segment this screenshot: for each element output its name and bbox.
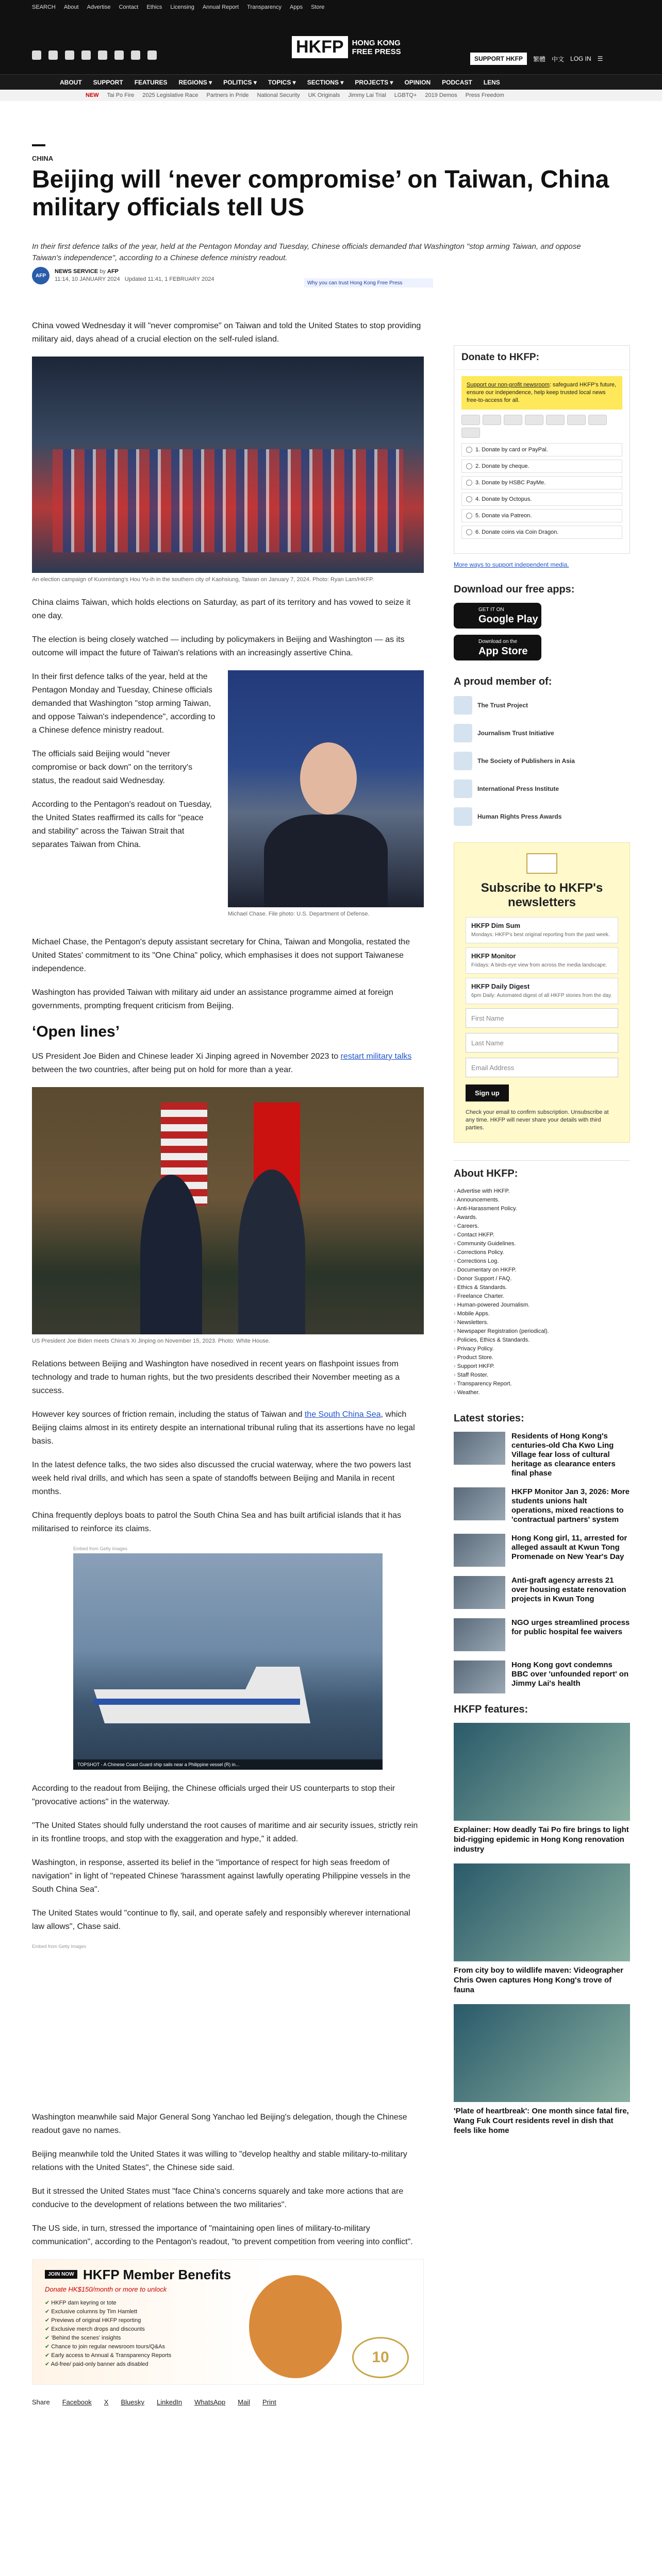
member-logo[interactable]: Human Rights Press Awards [454,806,630,827]
share-label: Share [32,2398,50,2406]
paragraph: US President Joe Biden and Chinese leader Xi Jinping agreed in November 2023 to restart military talks between the two countries, after being put on hold for more than a year. [32,1052,412,1074]
about-link[interactable]: › Privacy Policy. [454,1345,630,1353]
about-link[interactable]: › Support HKFP. [454,1362,630,1371]
getty-credit[interactable]: Embed from Getty Images [73,1546,128,1551]
member-logo[interactable]: The Society of Publishers in Asia [454,751,630,771]
about-link[interactable]: › Newspaper Registration (periodical). [454,1327,630,1336]
latest-heading: Latest stories: [454,1413,524,1424]
lang-chinese-link[interactable]: 中文 [552,55,565,63]
jti-icon [454,724,472,742]
visa-icon [461,415,480,425]
trending-bar [0,90,662,101]
embed-placeholder [32,1951,424,2111]
nav-support[interactable]: SUPPORT [93,78,123,86]
image-caption: An election campaign of Kuomintang's Hou Yu-ih in the southern city of Kaohsiung, Taiwan on January 7, 2024. Photo: Ryan Lam/HKFP. [32,577,374,583]
site-logo[interactable] [292,36,401,58]
logo-line2: FREE PRESS [352,47,401,56]
payment-card-icons [461,415,622,438]
trending-link[interactable]: 2019 Demos [425,92,457,98]
donate-option[interactable]: 3. Donate by HSBC PayMe. [461,476,622,489]
advertise-link[interactable]: Advertise [87,4,111,10]
about-link[interactable]: › Careers. [454,1222,630,1231]
login-link[interactable]: LOG IN [570,55,591,62]
story-thumbnail[interactable] [454,1487,505,1520]
newsletter-option[interactable]: HKFP Dim Sum Mondays: HKFP's best original reporting from the past week. [466,917,618,943]
site-header [0,14,662,74]
nav-podcast[interactable]: PODCAST [442,78,472,86]
image-caption: Michael Chase. File photo: U.S. Department of Defense. [228,911,370,917]
south-china-sea-link[interactable]: the South China Sea [304,1410,381,1419]
article-headline: Beijing will ‘never compromise’ on Taiwan, China military officials tell US [32,166,609,221]
restart-talks-link[interactable]: restart military talks [340,1052,412,1061]
category-rule [32,144,45,146]
share-facebook[interactable]: Facebook [62,2398,92,2406]
about-link[interactable]: › Documentary on HKFP. [454,1266,630,1275]
article-body [32,319,424,2406]
menu-icon[interactable]: ☰ [597,55,603,62]
latest-story[interactable] [454,1534,630,1567]
benefit-item: ✔ Chance to join regular newsroom tours/Q&As [45,2343,171,2351]
sidebar [454,345,630,2145]
social-icons [32,50,157,60]
share-bar [32,2398,424,2406]
feature-title[interactable]: From city boy to wildlife maven: Videographer Chris Owen captures Hong Kong's trove of fauna [454,1966,623,1994]
about-link[interactable]: › Product Store. [454,1353,630,1362]
latest-story[interactable] [454,1432,630,1478]
hrpa-icon [454,807,472,826]
paragraph: The election is being closely watched — including by policymakers in Beijing and Washington — as its outcome will impact the future of Taiwan's relations with an increasingly assertive China. [32,635,405,657]
donate-title: Donate to HKFP: [454,346,630,370]
paragraph: However key sources of friction remain, including the status of Taiwan and the South China Sea, which Beijing claims almost in its entirety despite an international tribunal ruling that its assertions have no legal basis. [32,1410,415,1446]
about-link[interactable]: › Advertise with HKFP. [454,1187,630,1196]
signup-button[interactable]: Sign up [466,1084,509,1101]
benefit-item: ✔ Early access to Annual & Transparency Reports [45,2351,171,2360]
donate-option[interactable]: 6. Donate coins via Coin Dragon. [461,526,622,539]
nav-features[interactable]: FEATURES [134,78,168,86]
trending-link[interactable]: 2025 Legislative Race [142,92,198,98]
trending-link[interactable]: Jimmy Lai Trial [348,92,386,98]
about-link[interactable]: › Mobile Apps. [454,1310,630,1318]
x-icon[interactable] [48,50,58,60]
google-play-badge[interactable]: GET IT ON Google Play [454,603,541,629]
donate-option[interactable]: 1. Donate by card or PayPal. [461,443,622,456]
share-linkedin[interactable]: LinkedIn [157,2398,183,2406]
features-widget [454,1704,630,2136]
newsletter-note: Check your email to confirm subscription. Unsubscribe at any time. HKFP will never share your details with third parties. [466,1109,609,1131]
about-link[interactable]: › Announcements. [454,1196,630,1205]
about-widget [454,1160,630,1397]
benefit-item: ✔ Exclusive merch drops and discounts [45,2325,171,2334]
newsletter-option[interactable]: HKFP Monitor Fridays: A birds-eye view from across the media landscape. [466,947,618,974]
about-link[interactable]: › Anti-Harassment Policy. [454,1205,630,1213]
ethics-link[interactable]: Ethics [146,4,162,10]
about-link[interactable]: › Contact HKFP. [454,1231,630,1240]
paragraph: Michael Chase, the Pentagon's deputy assistant secretary for China, Taiwan and Mongolia, restated the United States' commitment to its "One China" policy, which emphasises it does not support Taiwanese independence. [32,938,410,973]
paragraph: Beijing meanwhile told the United States it was willing to "develop healthy and stable military-to-military relations with the United States", the Chinese side said. [32,2150,407,2172]
linkedin-icon[interactable] [81,50,91,60]
annual-report-link[interactable]: Annual Report [202,4,239,10]
paragraph: According to the Pentagon's readout on Tuesday, the United States reaffirmed its calls for "peace and stability" across the Taiwan Strait that separates Taiwan from China. [32,800,212,849]
biden-xi-photo [32,1087,424,1334]
apps-link[interactable]: Apps [290,4,303,10]
bluesky-icon[interactable] [131,50,140,60]
discover-icon [588,415,607,425]
benefit-item: ✔ Previews of original HKFP reporting [45,2316,171,2325]
latest-story[interactable] [454,1618,630,1651]
paypal-icon [546,415,565,425]
paragraph: Relations between Beijing and Washington have nosedived in recent years on flashpoint issues from technology and trade to human rights, but the two presidents described their November meeting as a success. [32,1360,400,1395]
about-link[interactable]: › Awards. [454,1213,630,1222]
trust-project-icon [454,696,472,715]
paragraph: Washington, in response, asserted its belief in the "importance of respect for high seas freedom of navigation" in light of "repeated Chinese 'harassment against lawfully operating Philippine vessels in the South China Sea". [32,1858,410,1894]
trust-promo[interactable]: Why you can trust Hong Kong Free Press [304,278,433,287]
byline-source: NEWS SERVICE [55,268,98,275]
logo-mark: HKFP [292,36,348,58]
feature-title[interactable]: 'Plate of heartbreak': One month since fatal fire, Wang Fuk Court residents revel in dish that feels like home [454,2107,629,2135]
article-category[interactable]: CHINA [32,155,54,162]
paragraph: But it stressed the United States must "face China's concerns squarely and take more actions that are conducive to the development of relations between the two militaries". [32,2187,404,2209]
michael-chase-photo [228,670,424,907]
unionpay-icon [525,415,543,425]
byline: AFP NEWS SERVICE by AFP 11:14, 10 JANUARY 2024 Updated 11:41, 1 FEBRUARY 2024 [32,267,214,284]
about-link[interactable]: › Policies, Ethics & Standards. [454,1336,630,1345]
share-mail[interactable]: Mail [238,2398,250,2406]
publish-date: 11:14, 10 JANUARY 2024 [55,276,120,282]
newsletter-option[interactable]: HKFP Daily Digest 6pm Daily: Automated digest of all HKFP stories from the day. [466,978,618,1004]
feature-card[interactable] [454,2004,630,2136]
instagram-icon[interactable] [65,50,74,60]
about-link[interactable]: › Freelance Charter. [454,1292,630,1301]
mascot-illustration [249,2275,342,2378]
anniversary-badge: 10 [352,2337,409,2378]
about-link[interactable]: › Newsletters. [454,1318,630,1327]
latest-story[interactable] [454,1660,630,1693]
donate-option[interactable]: 5. Donate via Patreon. [461,509,622,522]
benefit-list [45,2299,171,2369]
share-print[interactable]: Print [262,2398,276,2406]
embed-caption: TOPSHOT - A Chinese Coast Guard ship sails near a Philippine vessel (R) in... [73,1759,383,1770]
trending-link[interactable]: UK Originals [308,92,340,98]
feature-thumbnail[interactable] [454,1723,630,1821]
benefit-item: ✔ Exclusive columns by Tim Hamlett [45,2308,171,2316]
latest-story[interactable] [454,1487,630,1524]
story-title[interactable]: Hong Kong girl, 11, arrested for alleged assault at Kwun Tong Promenade on New Year's Day [511,1534,627,1561]
paragraph: The officials said Beijing would "never compromise or back down" on the territory's status, the readout said Wednesday. [32,750,193,785]
jcb-icon [567,415,586,425]
trending-link[interactable]: Partners in Pride [206,92,249,98]
about-link[interactable]: › Human-powered Journalism. [454,1301,630,1310]
feature-card[interactable] [454,1723,630,1854]
story-title[interactable]: NGO urges streamlined process for public hospital fee waivers [511,1618,630,1636]
benefit-item: ✔ HKFP dam keyring or tote [45,2299,171,2308]
donate-option[interactable]: 2. Donate by cheque. [461,460,622,473]
story-thumbnail[interactable] [454,1618,505,1651]
more-ways-link[interactable]: More ways to support independent media. [454,561,569,568]
about-link[interactable]: › Corrections Policy. [454,1248,630,1257]
story-thumbnail[interactable] [454,1576,505,1609]
member-logo[interactable]: Journalism Trust Initiative [454,723,630,743]
newsletter-title: Subscribe to HKFP's newsletters [481,881,603,909]
last-name-field[interactable]: Last Name [466,1033,618,1053]
feature-title[interactable]: Explainer: How deadly Tai Po fire brings to light bid-rigging epidemic in Hong Kong renovation industry [454,1825,629,1854]
youtube-icon[interactable] [98,50,107,60]
benefit-item: ✔ Ad-free/ paid-only banner ads disabled [45,2360,171,2369]
contact-link[interactable]: Contact [119,4,139,10]
paragraph: The US side, in turn, stressed the importance of "maintaining open lines of military-to-military communication", according to the Pentagon's readout, "to prevent competition from veering into conflict". [32,2224,413,2246]
story-title[interactable]: Residents of Hong Kong's centuries-old Cha Kwo Ling Village fear loss of cultural heritage as clearance enters final phase [511,1432,616,1478]
story-title[interactable]: Anti-graft agency arrests 21 over housing estate renovation projects in Kwun Tong [511,1576,626,1603]
nav-topics[interactable]: TOPICS ▾ [268,78,296,86]
coast-guard-photo[interactable] [73,1553,383,1770]
paragraph: Washington has provided Taiwan with military aid under an assistance programme aimed at foreign governments, prompting frequent criticism from Beijing. [32,988,393,1010]
trending-link[interactable]: Press Freedom [465,92,504,98]
latest-stories [454,1413,630,1693]
about-link[interactable]: › Corrections Log. [454,1257,630,1266]
share-x[interactable]: X [104,2398,109,2406]
apps-heading: Download our free apps: [454,584,575,595]
main-nav [0,74,662,90]
paragraph: According to the readout from Beijing, the Chinese officials urged their US counterparts to stop their "provocative actions" in the waterway. [32,1784,395,1806]
nav-lens[interactable]: LENS [483,78,500,86]
paragraph: China vowed Wednesday it will "never compromise" on Taiwan and told the United States to stop providing military aid, days ahead of a crucial election on the self-ruled island. [32,321,421,344]
facebook-icon[interactable] [32,50,41,60]
rss-icon[interactable] [147,50,157,60]
applepay-icon [461,428,480,438]
amex-icon [504,415,522,425]
trending-link[interactable]: LGBTQ+ [394,92,417,98]
threads-icon[interactable] [114,50,124,60]
getty-credit[interactable]: Embed from Getty Images [32,1944,87,1949]
latest-story[interactable] [454,1576,630,1609]
about-link[interactable]: › Staff Roster. [454,1371,630,1380]
features-heading: HKFP features: [454,1704,528,1715]
share-whatsapp[interactable]: WhatsApp [194,2398,226,2406]
search-link[interactable]: SEARCH [32,4,56,10]
about-link[interactable]: › Community Guidelines. [454,1240,630,1248]
paragraph: China claims Taiwan, which holds elections on Saturday, as part of its territory and has vowed to seize it one day. [32,598,410,620]
join-now-button[interactable]: JOIN NOW [45,2270,77,2279]
image-caption: US President Joe Biden meets China's Xi Jinping on November 15, 2023. Photo: White House. [32,1338,270,1344]
updated-date: Updated 11:41, 1 FEBRUARY 2024 [124,276,214,282]
nav-projects[interactable]: PROJECTS ▾ [355,78,393,86]
paragraph: "The United States should fully understand the root causes of maritime and air security issues, strictly rein in its frontline troops, and stop with the exaggeration and hype," it added. [32,1821,418,1843]
envelope-icon [526,853,557,874]
about-link[interactable]: › Donor Support / FAQ. [454,1275,630,1283]
story-thumbnail[interactable] [454,1660,505,1693]
new-label: NEW [86,92,99,98]
logo-line1: HONG KONG [352,38,401,47]
nav-sections[interactable]: SECTIONS ▾ [307,78,344,86]
email-field[interactable]: Email Address [466,1058,618,1077]
app-store-badge[interactable]: Download on the App Store [454,635,541,660]
banner-title: HKFP Member Benefits [83,2267,231,2282]
member-logo[interactable]: International Press Institute [454,778,630,799]
top-utility-bar [0,0,662,14]
transparency-link[interactable]: Transparency [247,4,282,10]
byline-agency[interactable]: AFP [107,268,119,275]
about-link[interactable]: › Ethics & Standards. [454,1283,630,1292]
banner-subtitle: Donate HK$150/month or more to unlock [45,2285,167,2293]
mastercard-icon [483,415,501,425]
story-title[interactable]: HKFP Monitor Jan 3, 2026: More students unions halt operations, mixed reactions to 'contractual partners' system [511,1487,630,1524]
paragraph: Washington meanwhile said Major General Song Yanchao led Beijing's delegation, though the Chinese readout gave no names. [32,2113,407,2135]
nav-about[interactable]: ABOUT [60,78,82,86]
support-hkfp-button[interactable]: SUPPORT HKFP [470,53,527,65]
member-logo[interactable]: The Trust Project [454,695,630,716]
story-thumbnail[interactable] [454,1432,505,1465]
feature-card[interactable] [454,1863,630,1995]
about-heading: About HKFP: [454,1168,518,1179]
benefit-item: ✔ 'Behind the scenes' insights [45,2334,171,2343]
nav-regions[interactable]: REGIONS ▾ [178,78,212,86]
nav-politics[interactable]: POLITICS ▾ [223,78,257,86]
trending-link[interactable]: National Security [257,92,300,98]
first-name-field[interactable]: First Name [466,1008,618,1028]
share-bluesky[interactable]: Bluesky [121,2398,144,2406]
nav-opinion[interactable]: OPINION [404,78,431,86]
store-link[interactable]: Store [311,4,325,10]
paragraph: The United States would "continue to fly, sail, and operate safely and responsibly wherever international law allows", Chase said. [32,1909,410,1931]
paragraph: China frequently deploys boats to patrol the South China Sea and has built artificial islands that it has militarised to reinforce its claims. [32,1511,401,1533]
sopa-icon [454,752,472,770]
ipi-icon [454,779,472,798]
feature-thumbnail[interactable] [454,2004,630,2102]
paragraph: In their first defence talks of the year, held at the Pentagon Monday and Tuesday, Chinese officials demanded that Washington "stop arming Taiwan, and oppose Taiwan's independence", according to a Chinese defence ministry readout. [32,672,216,735]
about-link[interactable]: › Transparency Report. [454,1380,630,1388]
article-lead: In their first defence talks of the year, held at the Pentagon Monday and Tuesday, Chinese officials demanded that Washington "stop arming Taiwan, and oppose Taiwan's independence", according to a Chinese defence ministry readout. [32,242,581,262]
member-heading: A proud member of: [454,676,552,687]
donate-option[interactable]: 4. Donate by Octopus. [461,493,622,506]
trending-link[interactable]: Tai Po Fire [107,92,135,98]
paragraph: In the latest defence talks, the two sides also discussed the crucial waterway, where the two powers last week held rival drills, and which has seen a spate of standoffs between Beijing and Manila in recent months. [32,1461,411,1496]
lang-trad-link[interactable]: 繁體 [533,55,546,63]
donate-widget: Donate to HKFP: Support our non-profit newsroom: safeguard HKFP's future, ensure our independence, help keep trusted local news free-to-access for all. 1. Donate by card or PayPal. 2. Donate by cheque. 3. Donate by HSBC PayMe. 4. Donate by Octopus. 5. Donate via Patreon. 6. Donate coins via Coin Dragon. [454,345,630,554]
story-thumbnail[interactable] [454,1534,505,1567]
story-title[interactable]: Hong Kong govt condemns BBC over 'unfounded report' on Jimmy Lai's health [511,1660,629,1688]
member-benefits-banner[interactable] [32,2259,424,2385]
section-heading: ‘Open lines’ [32,1023,120,1040]
newsletter-widget [454,842,630,1143]
licensing-link[interactable]: Licensing [170,4,194,10]
feature-thumbnail[interactable] [454,1863,630,1961]
author-avatar[interactable]: AFP [32,267,49,284]
support-newsroom-link[interactable]: Support our non-profit newsroom [467,382,550,388]
about-link[interactable]: › Weather. [454,1388,630,1397]
about-link[interactable]: About [63,4,79,10]
election-rally-image [32,357,424,573]
